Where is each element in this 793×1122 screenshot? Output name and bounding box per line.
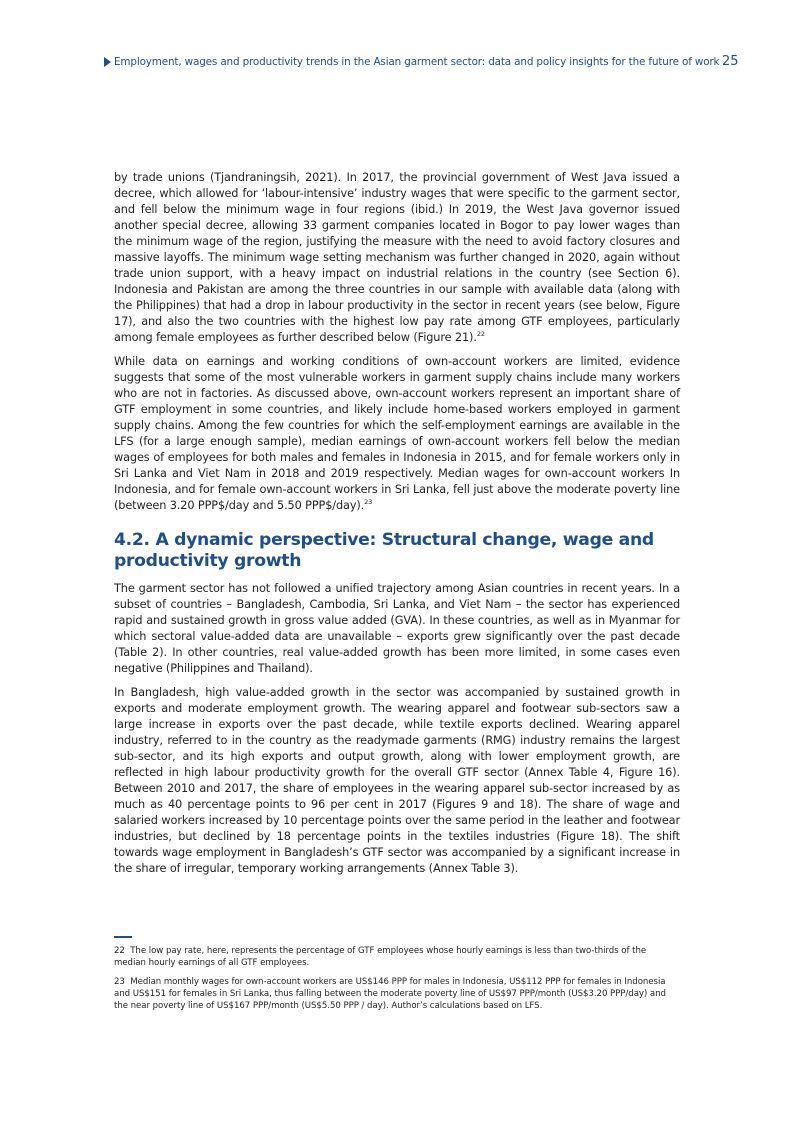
play-triangle-icon	[104, 57, 111, 67]
footnote-number: 23	[114, 977, 125, 987]
footnote: 23 Median monthly wages for own-account workers are US$146 PPP for males in Indonesia, US$112 PPP for females in Indonesia and US$151 for females in Sri Lanka, thus falling between the moderate poverty line of US$97 PPP/month (US$3.20 PPP/day) and the near poverty line of US$167 PPP/month (US$5.50 PPP / day). Author’s calculations based on LFS.	[114, 977, 666, 1011]
body-paragraph: The garment sector has not followed a unified trajectory among Asian countries in recent years. In a subset of countries – Bangladesh, Cambodia, Sri Lanka, and Viet Nam – the sector has experienced rapid and sustained growth in gross value added (GVA). In these countries, as well as in Myanmar for which sectoral value-added data are unavailable – exports grew significantly over the past decade (Table 2). In other countries, real value-added growth has been more limited, in some cases even negative (Philippines and Thailand).	[114, 582, 680, 675]
main-content	[114, 170, 680, 885]
section-heading: 4.2. A dynamic perspective: Structural change, wage and productivity growth	[114, 530, 654, 571]
footnote: 22 The low pay rate, here, represents the percentage of GTF employees whose hourly earnings is less than two-thirds of the median hourly earnings of all GTF employees.	[114, 946, 647, 968]
footnote-number: 22	[114, 946, 125, 956]
page-number: 25	[722, 54, 739, 69]
body-paragraph: In Bangladesh, high value-added growth in the sector was accompanied by sustained growth in exports and moderate employment growth. The wearing apparel and footwear sub-sectors saw a large increase in exports over the past decade, while textile exports declined. Wearing apparel industry, referred to in the country as the readymade garments (RMG) industry remains the largest sub-sector, and its high exports and output growth, along with lower employment growth, are reflected in high labour productivity growth for the overall GTF sector (Annex Table 4, Figure 16). Between 2010 and 2017, the share of employees in the wearing apparel sub-sector increased by as much as 40 percentage points to 96 per cent in 2017 (Figures 9 and 18). The share of wage and salaried workers increased by 10 percentage points over the same period in the leather and footwear industries, but declined by 18 percentage points in the textiles industries (Figure 18). The shift towards wage employment in Bangladesh’s GTF sector was accompanied by a significant increase in the share of irregular, temporary working arrangements (Annex Table 3).	[114, 686, 680, 875]
footnote-divider	[114, 936, 132, 938]
body-paragraph: by trade unions (Tjandraningsih, 2021). In 2017, the provincial government of West Java issued a decree, which allowed for ‘labour-intensive’ industry wages that were specific to the garment sector, and fell below the minimum wage in four regions (ibid.) In 2019, the West Java governor issued another special decree, allowing 33 garment companies located in Bogor to pay lower wages than the minimum wage of the region, justifying the measure with the need to avoid factory closures and massive layoffs. The minimum wage setting mechanism was further changed in 2020, again without trade union support, with a heavy impact on industrial relations in the country (see Section 6). Indonesia and Pakistan are among the three countries in our sample with available data (along with the Philippines) that had a drop in labour productivity in the sector in recent years (see below, Figure 17), and also the two countries with the highest low pay rate among GTF employees, particularly among female employees as further described below (Figure 21).$^{22}$	[114, 171, 680, 344]
footnotes	[114, 945, 680, 1019]
running-header-title: Employment, wages and productivity trends in the Asian garment sector: data and policy insights for the future of work	[114, 56, 720, 68]
running-header	[104, 53, 744, 71]
body-paragraph: While data on earnings and working conditions of own-account workers are limited, evidence suggests that some of the most vulnerable workers in garment supply chains include many workers who are not in factories. As discussed above, own-account workers represent an important share of GTF employment in some countries, and likely include home-based workers employed in garment supply chains. Among the few countries for which the self-employment earnings are available in the LFS (for a large enough sample), median earnings of own-account workers fell below the median wages of employees for both males and females in Indonesia in 2015, and for female workers only in Sri Lanka and Viet Nam in 2018 and 2019 respectively. Median wages for own-account workers In Indonesia, and for female own-account workers in Sri Lanka, fell just above the moderate poverty line (between 3.20 PPP$/day and 5.50 PPP$/day).$^{23}$	[114, 355, 680, 512]
footnote-ref-22[interactable]: 22	[476, 330, 485, 338]
footnote-ref-23[interactable]: 23	[364, 498, 373, 506]
